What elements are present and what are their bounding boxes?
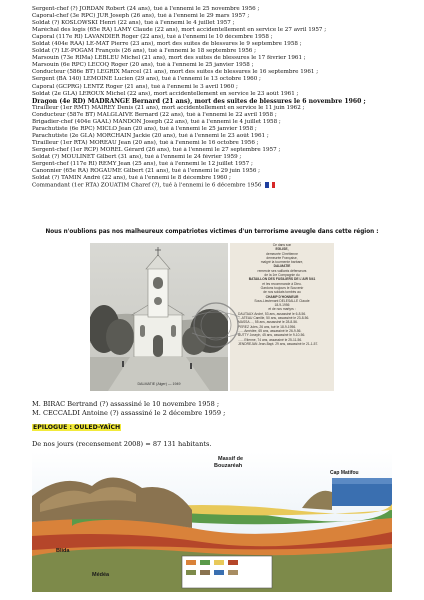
label-blida: Blida <box>56 548 70 554</box>
plaque-line: Sous-Lieutenant DELESALLE Claude <box>254 298 310 303</box>
casualty-entry-text: Maréchal des logis (65e RA) LAMY Claude (22 ans), mort accidentellement en service le 27 avril 1957 ; <box>32 27 327 34</box>
casualty-entry <box>32 182 408 190</box>
population-note: De nos jours (recensement 2008) = 87 131 habitants. <box>32 440 212 448</box>
casualty-entry <box>32 168 408 175</box>
casualty-entry <box>32 6 408 13</box>
plaque-line: PEREZ Jules, 26 ans, tué le 18-9-1956. <box>238 324 297 329</box>
casualty-entry <box>32 55 408 62</box>
casualty-entry <box>32 91 408 98</box>
plaque-line: Gardons toujours le Souvenir <box>260 285 304 290</box>
casualty-entry <box>32 105 408 112</box>
plaque-line: ...... Etienne, 74 ans, assassiné le 25-11-56. <box>238 337 303 342</box>
label-medea: Médéa <box>92 572 110 578</box>
casualty-entry <box>32 13 408 20</box>
plaque-line: de la 1re Compagnie du <box>264 273 300 278</box>
casualty-entry-text: Sergent-chef (?) JORDAN Robert (24 ans), tué à l'ennemi le 25 novembre 1956 ; <box>32 6 260 12</box>
casualty-entry-text: Dragon (4e RD) MADRANGE Bernard (21 ans), mort des suites de blessures le 6 novembre 1960 ; <box>32 97 366 105</box>
plaque-line: 18-9-1956 <box>274 303 290 308</box>
casualty-entry-text: Canonnier (65e RA) ROGAUME Gilbert (21 ans), tué à l'ennemi le 29 juin 1956 ; <box>32 168 261 175</box>
casualty-entry <box>32 154 408 161</box>
label-massif: Massif de <box>218 456 244 462</box>
plaque-line: BUTTY Joseph, 45 ans, assassiné le 9-10-56. <box>238 333 306 338</box>
plaque-line: JENDREJAN Jean-Bapt. 29 ans, assassiné le 21-1-57. <box>238 341 319 346</box>
casualty-entry <box>32 98 408 105</box>
casualty-entry <box>32 133 408 140</box>
plaque-line: BATAILLON DES FUSILIERS DE L'AIR 5/41 <box>248 277 316 282</box>
casualty-entry <box>32 119 408 126</box>
casualty-entry-text: Tirailleur (1er RMT) MAIREY Denis (21 ans), mort accidentellement en service le 11 juin 1962 ; <box>32 104 305 111</box>
french-flag-icon <box>265 182 275 188</box>
postcard-caption: DALMATIE (Alger) — 1949 <box>137 382 181 386</box>
plaque-line: CHAMP D'HONNEUR <box>265 294 299 299</box>
postcard-image <box>90 243 334 391</box>
plaque-line: demeurée Française, <box>266 255 298 260</box>
casualty-entry <box>32 140 408 147</box>
casualty-entry-text: Sergent (BA 140) LEMOINE Lucien (29 ans), tué à l'ennemi le 13 octobre 1960 ; <box>32 76 261 83</box>
casualty-list <box>32 6 408 190</box>
casualty-entry-text: Parachutiste (2e GLA) MORCHAIN Jackie (20 ans), tué à l'ennemi le 23 août 1961 ; <box>32 132 269 139</box>
casualty-entry-text: Marsouin (73e RIMa) LEBLEU Michel (21 ans), mort des suites de blessures le 17 février 1961 ; <box>32 55 306 62</box>
plaque-line: ....ATEAU Camille, 50 ans, assassiné le 23-8-56. <box>238 316 310 321</box>
casualty-entry-text: Sergent-chef (117e RI) REMY Jean (25 ans), tué à l'ennemi le 12 juillet 1957 ; <box>32 161 253 168</box>
assassination-entry: M. BIRAC Bertrand (?) assassiné le 10 novembre 1958 ; <box>32 400 220 408</box>
casualty-entry <box>32 76 408 83</box>
plaque-line: de nos soldats tombés au <box>263 290 301 295</box>
casualty-entry <box>32 27 408 34</box>
geological-cross-section <box>32 452 392 592</box>
label-cap-matifou: Cap Matifou <box>330 470 359 476</box>
casualty-entry-text: Commandant (1er RTA) ZOUATIM Charef (?), tué à l'ennemi le 6 décembre 1956 <box>32 182 262 189</box>
casualty-entry-text: Parachutiste (6e RPC) MICLO Jean (20 ans), tué à l'ennemi le 25 janvier 1958 ; <box>32 125 257 132</box>
assassinations-list <box>32 400 408 418</box>
plaque-line: et les recommande à Dieu. <box>262 281 302 286</box>
section-intro-text: Nous n'oublions pas nos malheureux compatriotes victimes d'un terrorisme aveugle dans cette région : <box>45 229 379 235</box>
casualty-entry <box>32 84 408 91</box>
casualty-entry-text: Soldat (404e RAA) LE-MAT Pierre (23 ans), mort des suites de blessures le 9 septembre 1958 ; <box>32 41 302 48</box>
casualty-entry-text: Soldat (?) KOSLOWSKI Henri (22 ans), tué à l'ennemi le 4 juillet 1957 ; <box>32 20 235 27</box>
plaque-line: EGLISE, <box>275 247 289 252</box>
casualty-entry-text: Conducteur (587e BT) MALGLAIVE Bernard (22 ans), tué à l'ennemi le 22 avril 1958 ; <box>32 111 277 118</box>
casualty-entry <box>32 175 408 182</box>
plaque-line: ...... Amédée, 65 ans, assassiné le 26-9-56. <box>238 328 302 333</box>
casualty-entry <box>32 112 408 119</box>
plaque-line: Ce dans son <box>272 243 292 247</box>
casualty-entry <box>32 62 408 69</box>
casualty-entry <box>32 48 408 55</box>
plaque-line: et de nos martyrs : <box>268 307 296 312</box>
casualty-entry-text: Soldat (?) LE-POGAM François (26 ans), tué à l'ennemi le 18 septembre 1956 ; <box>32 48 256 55</box>
label-bouzareah: Bouzaréah <box>214 463 243 469</box>
casualty-entry-text: Sergent-chef (1er RCP) MOREL Gérard (26 ans), tué à l'ennemi le 27 septembre 1957 ; <box>32 146 281 153</box>
plaque-line: DALMATIE <box>273 264 291 269</box>
casualty-entry-text: Soldat (?) TAMIN André (22 ans), tué à l'ennemi le 8 décembre 1960 ; <box>32 175 231 182</box>
plaque-line: demeurée Chrétienne <box>266 251 298 256</box>
plaque-line: MASSA ..., 55 ans, assassiné le 28-8-56. <box>238 320 298 325</box>
casualty-entry-text: Soldat (2e GLA) LEROUX Michel (22 ans), mort accidentellement en service le 23 août 1961 ; <box>32 90 299 97</box>
plaque-line: DAUTAUX André, 53 ans, assassiné le 6-8-56. <box>238 311 307 316</box>
epilogue-heading: EPILOGUE : OULED-YAÏCH <box>33 424 121 431</box>
casualty-entry-text: Tirailleur (1er RTA) MOREAU Jean (20 ans), tué à l'ennemi le 16 octobre 1956 ; <box>32 139 259 146</box>
casualty-entry-text: Marsouin (6e RPC) LECOQ Roger (20 ans), tué à l'ennemi le 25 janvier 1958 ; <box>32 62 254 69</box>
casualty-entry-text: Caporal-chef (3e RPC) JUR Joseph (26 ans), tué à l'ennemi le 29 mars 1957 ; <box>32 13 250 20</box>
church-photo <box>90 243 228 391</box>
casualty-entry-text: Caporal (GCPRG) LENTZ Roger (21 ans), tué à l'ennemi le 3 avril 1960 ; <box>32 83 238 90</box>
casualty-entry-text: Soldat (?) MOULINET Gilbert (31 ans), tué à l'ennemi le 24 février 1959 ; <box>32 153 242 160</box>
casualty-entry <box>32 34 408 41</box>
casualty-entry <box>32 147 408 154</box>
memorial-plaque-text <box>230 243 334 391</box>
casualty-entry <box>32 41 408 48</box>
casualty-entry <box>32 69 408 76</box>
map-legend <box>182 556 272 588</box>
casualty-entry-text: Brigadier-chef (404e GAAL) MANDON Joseph (22 ans), tué à l'ennemi le 4 juillet 1958 ; <box>32 118 281 125</box>
casualty-entry-text: Conducteur (586e BT) LEGRIX Marcel (21 ans), mort des suites de blessures le 16 septembre 1961 ; <box>32 69 319 76</box>
plaque-line: malgré la tourmente barbare, <box>260 260 304 265</box>
assassination-entry: M. CECCALDI Antoine (?) assassiné le 2 décembre 1959 ; <box>32 409 226 417</box>
casualty-entry <box>32 20 408 27</box>
casualty-entry <box>32 161 408 168</box>
plaque-line: remercie ses vaillants défenseurs <box>257 268 307 273</box>
casualty-entry <box>32 126 408 133</box>
casualty-entry-text: Caporal (117e RI) LAVANDIER Roger (22 ans), tué à l'ennemi le 10 décembre 1958 ; <box>32 34 273 41</box>
